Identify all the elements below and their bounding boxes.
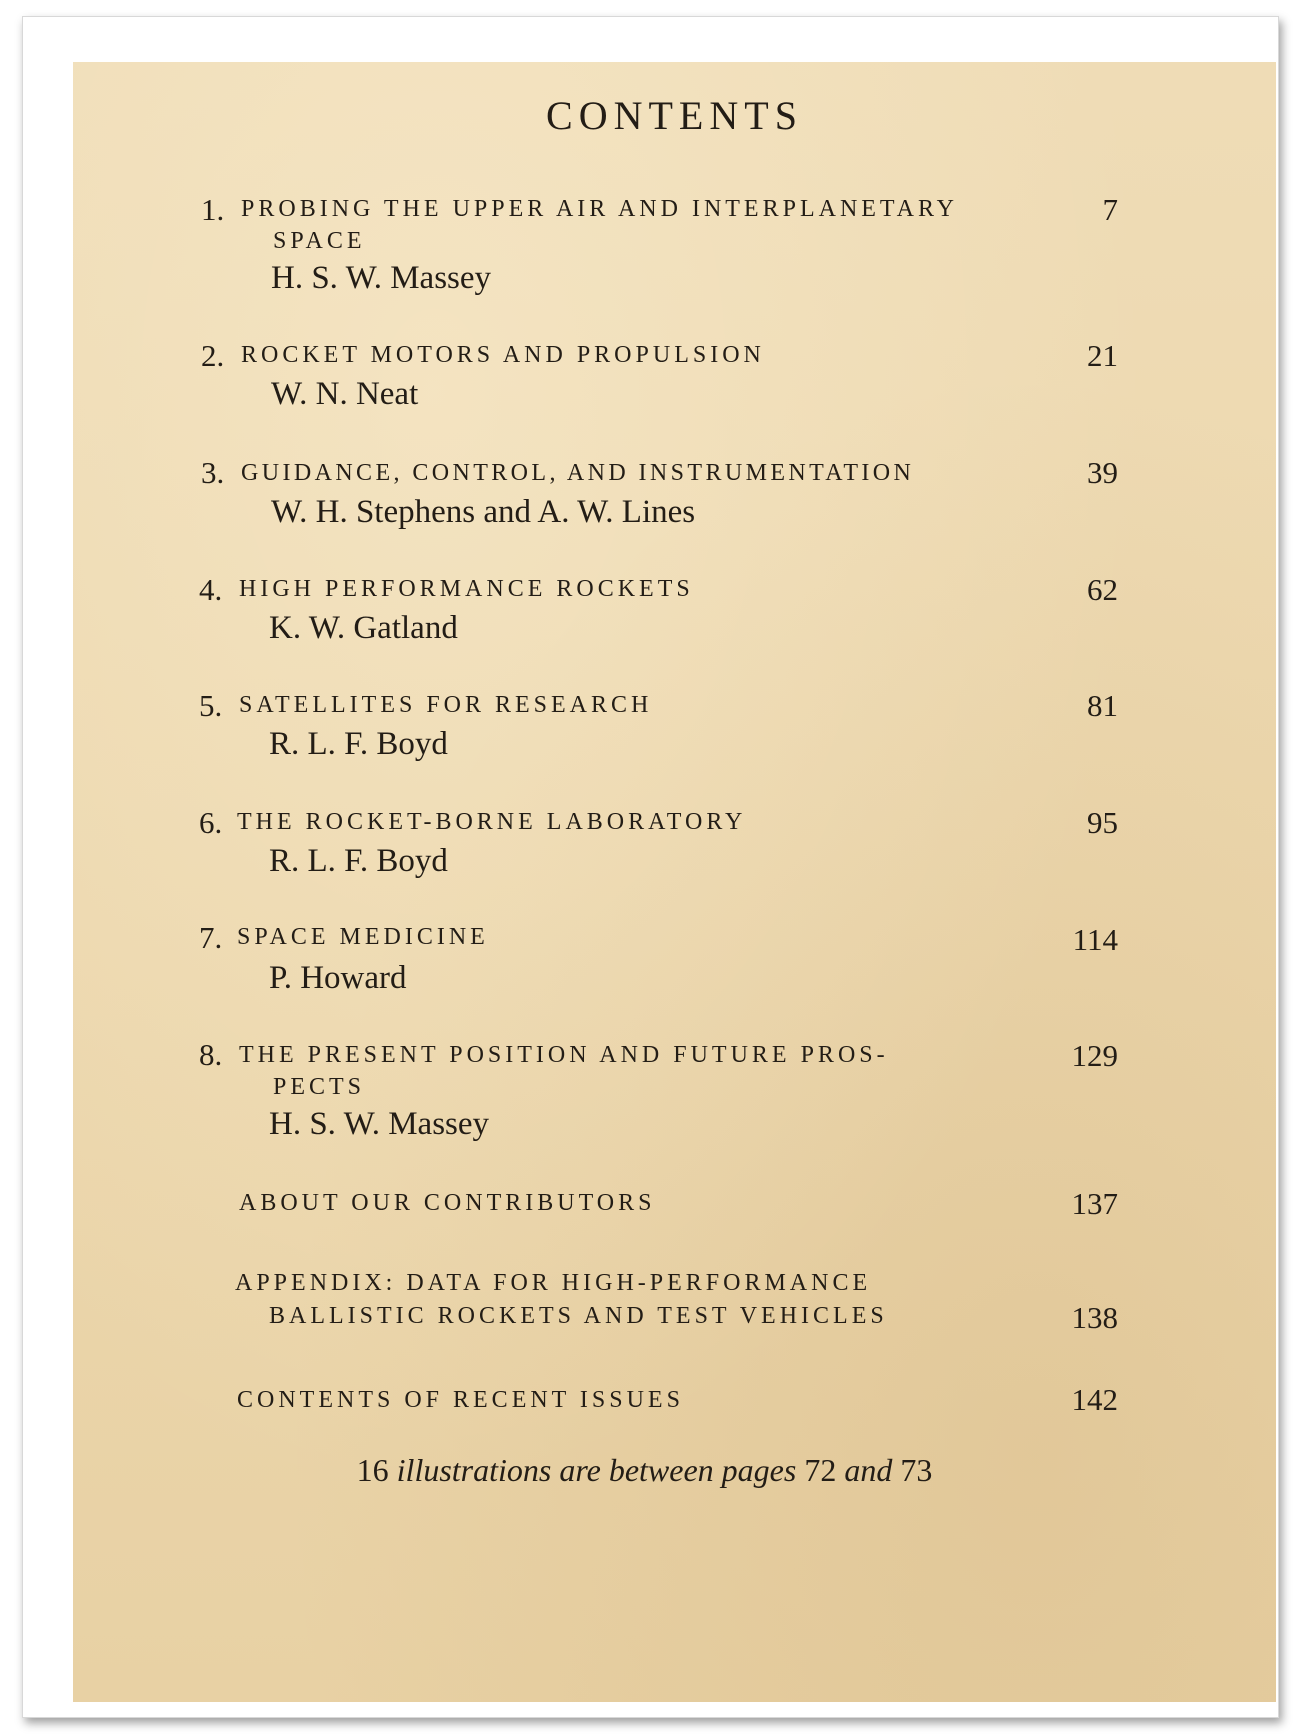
note-text: illustrations are between pages (396, 1452, 797, 1488)
entry-page-number: 7 (1102, 192, 1118, 227)
note-and: and (844, 1452, 893, 1488)
entry-page-number: 39 (1087, 455, 1118, 490)
entry-title: THE ROCKET-BORNE LABORATORY (237, 809, 747, 835)
extra-title: APPENDIX: DATA FOR HIGH-PERFORMANCE (235, 1270, 872, 1296)
entry-title: ROCKET MOTORS AND PROPULSION (241, 342, 765, 368)
entry-title: PROBING THE UPPER AIR AND INTERPLANETARY (241, 196, 959, 222)
entry-title: HIGH PERFORMANCE ROCKETS (239, 576, 694, 602)
extra-title: CONTENTS OF RECENT ISSUES (237, 1387, 684, 1413)
entry-number: 7. (199, 920, 223, 955)
entry-number: 3. (201, 455, 225, 490)
note-page-to: 73 (892, 1452, 933, 1488)
book-page (73, 62, 1276, 1702)
entry-number: 6. (199, 805, 223, 840)
extra-page-number: 138 (1071, 1300, 1118, 1335)
entry-title: THE PRESENT POSITION AND FUTURE PROS- (239, 1042, 889, 1068)
entry-author: H. S. W. Massey (271, 260, 492, 296)
entry-title: GUIDANCE, CONTROL, AND INSTRUMENTATION (241, 460, 915, 486)
entry-number: 4. (199, 572, 223, 607)
entry-author: R. L. F. Boyd (269, 843, 448, 879)
entry-page-number: 81 (1087, 688, 1118, 723)
entry-number: 5. (199, 688, 223, 723)
entry-author: P. Howard (269, 960, 407, 996)
illustrations-note (73, 1452, 1276, 1489)
entry-author: W. N. Neat (271, 376, 419, 412)
entry-title: SPACE MEDICINE (237, 924, 489, 950)
entry-page-number: 62 (1087, 572, 1118, 607)
extra-title: ABOUT OUR CONTRIBUTORS (239, 1190, 656, 1216)
entry-title: SATELLITES FOR RESEARCH (239, 692, 653, 718)
contents-heading: CONTENTS (546, 93, 803, 138)
entry-title-continued: SPACE (273, 228, 366, 254)
entry-number: 2. (201, 338, 225, 373)
entry-page-number: 21 (1087, 338, 1118, 373)
note-count: 16 (356, 1452, 397, 1488)
entry-page-number: 95 (1087, 805, 1118, 840)
photo-frame (22, 16, 1279, 1718)
entry-number: 8. (199, 1037, 223, 1072)
entry-author: H. S. W. Massey (269, 1106, 490, 1142)
extra-title-continued: BALLISTIC ROCKETS AND TEST VEHICLES (269, 1303, 888, 1329)
entry-page-number: 129 (1071, 1038, 1118, 1073)
entry-author: K. W. Gatland (269, 610, 458, 646)
entry-author: R. L. F. Boyd (269, 726, 448, 762)
entry-title-continued: PECTS (273, 1074, 366, 1100)
entry-author: W. H. Stephens and A. W. Lines (271, 494, 696, 530)
extra-page-number: 137 (1071, 1186, 1118, 1221)
extra-page-number: 142 (1071, 1382, 1118, 1417)
entry-page-number: 114 (1072, 922, 1118, 957)
note-page-from: 72 (796, 1452, 845, 1488)
entry-number: 1. (201, 192, 225, 227)
